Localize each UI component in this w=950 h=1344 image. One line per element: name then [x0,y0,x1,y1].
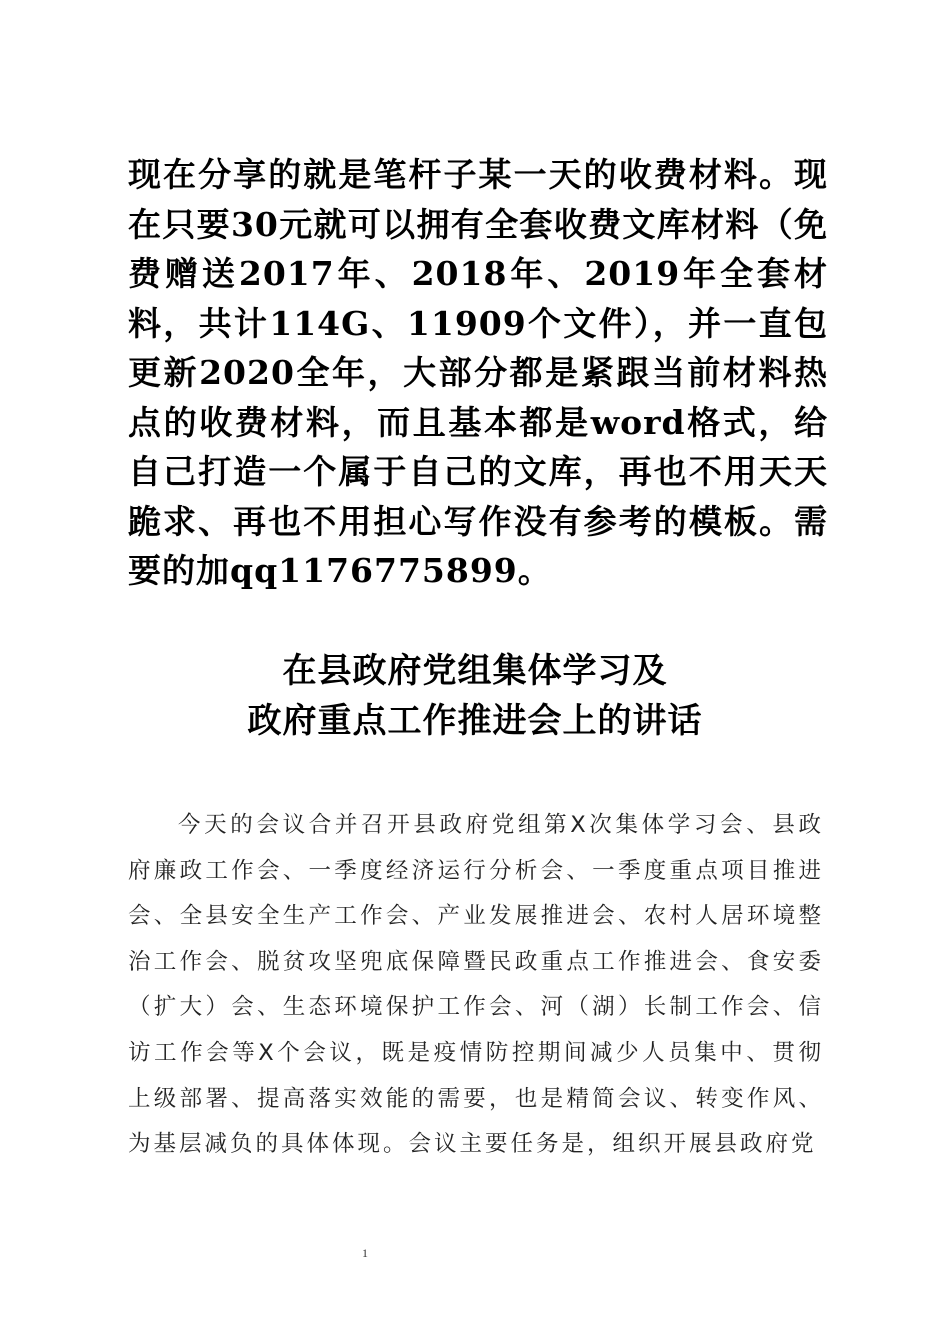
page-number: 1 [362,1246,368,1260]
document-title-line-2: 政府重点工作推进会上的讲话 [247,701,703,741]
promo-paragraph: 现在分享的就是笔杆子某一天的收费材料。现在只要30元就可以拥有全套收费文库材料（免费赠送2017年、2018年、2019年全套材料，共计114G、11909个文件），并一直包更新2020全年，大部分都是紧跟当前材料热点的收费材料，而且基本都是word格式，给自己打造一个属于自己的文库，再也不用天天跪求、再也不用担心写作没有参考的模板。需要的加qq1176775899。 [128,155,828,590]
body-paragraph: 今天的会议合并召开县政府党组第X次集体学习会、县政府廉政工作会、一季度经济运行分析会、一季度重点项目推进会、全县安全生产工作会、产业发展推进会、农村人居环境整治工作会、脱贫攻坚兜底保障暨民政重点工作推进会、食安委（扩大）会、生态环境保护工作会、河（湖）长制工作会、信访工作会等X个会议，既是疫情防控期间减少人员集中、贯彻上级部署、提高落实效能的需要，也是精简会议、转变作风、为基层减负的具体体现。会议主要任务是，组织开展县政府党 [128,812,824,1158]
document-title-line-1: 在县政府党组集体学习及 [282,651,668,691]
